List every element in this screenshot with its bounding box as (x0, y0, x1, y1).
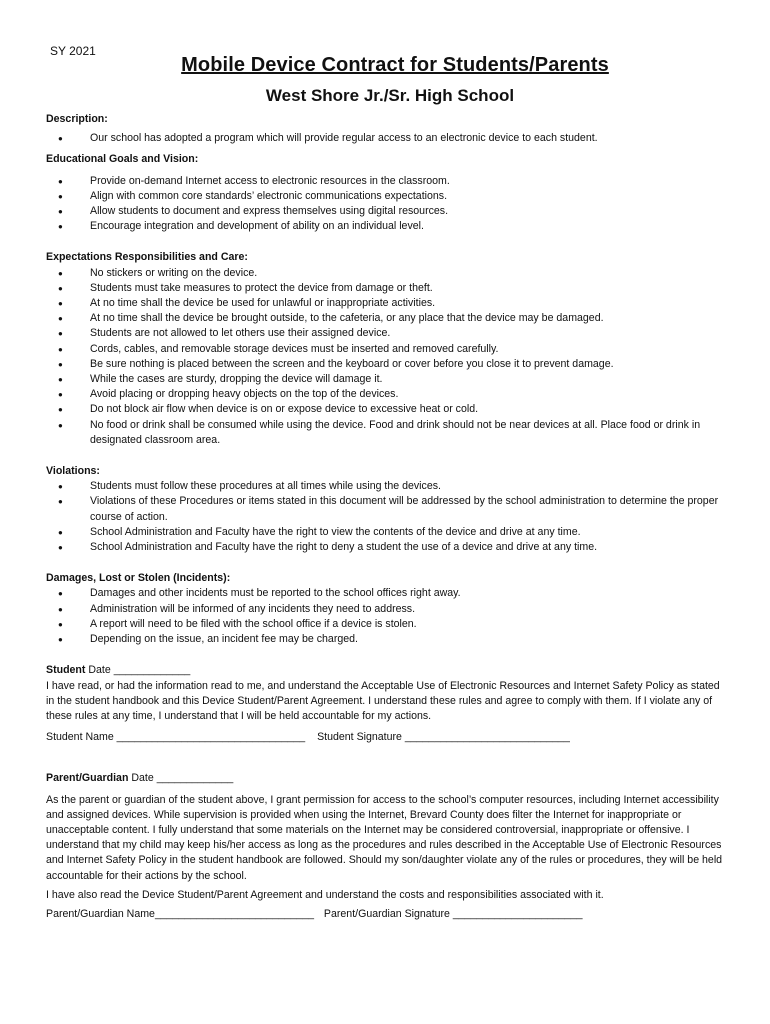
student-statement: I have read, or had the information read to me, and understand the Acceptable Use of Electronic Resources and Internet Safety Policy as stated in the student handbook and this Device Student/Parent Agreement. I understand these rules and agree to comply with them. If I violate any of these rules at any time, I understand that I will be held accountable for my actions. (46, 679, 720, 722)
list-item: ● Administration will be informed of any incidents they need to address. (46, 602, 726, 617)
list-item: ● Encourage integration and development of ability on an individual level. (46, 219, 726, 234)
list-item: ● Allow students to document and express themselves using digital resources. (46, 204, 726, 219)
parent-statement: As the parent or guardian of the student above, I grant permission for access to the school’s computer resources, including Internet accessibility and assigned devices. While supervision is provided when using the Internet, Brevard County does filter the Internet for inappropriate or unacceptable content. I fully understand that some materials on the Internet may be considered controversial, inappropriate or offensive. I understand that my child may keep his/her access as long as the procedures and rules described in the Acceptable Use of Electronic Resources and Internet Safety Policy in the student handbook are followed. Should my son/daughter violate any of the rules or procedures, they will be held accountable for their actions by the school. (46, 793, 723, 882)
list-item: ● Our school has adopted a program which will provide regular access to an electronic device to each student. (46, 131, 726, 146)
student-label: Student (46, 664, 86, 677)
goals-heading: Educational Goals and Vision: (46, 153, 199, 166)
list-item: ● Avoid placing or dropping heavy objects on the top of the devices. (46, 387, 726, 402)
damages-list (46, 586, 726, 647)
parent-signature-field[interactable]: Parent/Guardian Signature ______________________ (323, 907, 583, 920)
expectations-list (46, 266, 726, 448)
list-item: ● Be sure nothing is placed between the screen and the keyboard or cover before you close it to prevent damage. (46, 357, 726, 372)
list-item: ● Damages and other incidents must be reported to the school offices right away. (46, 586, 726, 601)
list-item: ● Students must take measures to protect the device from damage or theft. (46, 281, 726, 296)
violations-heading: Violations: (46, 465, 100, 478)
parent-signature-line (46, 907, 726, 922)
list-item: ● While the cases are sturdy, dropping the device will damage it. (46, 372, 726, 387)
description-list (46, 131, 726, 146)
list-item: ● No food or drink shall be consumed while using the device. Food and drink should not be near devices at all. Place food or drink in designated classroom area. (46, 418, 726, 448)
student-signature-line (46, 730, 726, 745)
goals-list (46, 174, 726, 235)
parent-date-field[interactable]: Date _____________ (131, 772, 234, 785)
list-item: ● At no time shall the device be brought outside, to the cafeteria, or any place that the device may be damaged. (46, 311, 726, 326)
school-name: West Shore Jr./Sr. High School (265, 86, 515, 105)
list-item: ● A report will need to be filed with the school office if a device is stolen. (46, 617, 726, 632)
list-item: ● Align with common core standards’ electronic communications expectations. (46, 189, 726, 204)
list-item: ● At no time shall the device be used for unlawful or inappropriate activities. (46, 296, 726, 311)
student-name-field[interactable]: Student Name ________________________________ (46, 731, 306, 744)
list-item: ● Cords, cables, and removable storage devices must be inserted and removed carefully. (46, 342, 726, 357)
violations-list (46, 479, 726, 555)
parent-name-field[interactable]: Parent/Guardian Name___________________________ (46, 907, 315, 920)
student-signature-field[interactable]: Student Signature ____________________________ (317, 731, 570, 744)
list-item: ● Violations of these Procedures or items stated in this document will be addressed by the school administration to determine the proper course of action. (46, 494, 726, 524)
school-year: SY 2021 (50, 44, 96, 58)
student-date-field[interactable]: Date _____________ (88, 664, 191, 677)
list-item: ● No stickers or writing on the device. (46, 266, 726, 281)
list-item: ● Provide on-demand Internet access to electronic resources in the classroom. (46, 174, 726, 189)
parent-label: Parent/Guardian (46, 772, 129, 785)
list-item: ● School Administration and Faculty have the right to view the contents of the device and drive at any time. (46, 525, 726, 540)
list-item: ● School Administration and Faculty have the right to deny a student the use of a device and drive at any time. (46, 540, 726, 555)
description-heading: Description: (46, 113, 108, 125)
document-title: Mobile Device Contract for Students/Parents (181, 54, 609, 76)
list-item: ● Do not block air flow when device is on or expose device to excessive heat or cold. (46, 402, 726, 417)
list-item: ● Students are not allowed to let others use their assigned device. (46, 326, 726, 341)
list-item: ● Students must follow these procedures at all times while using the devices. (46, 479, 726, 494)
parent-date-line (46, 771, 726, 786)
contract-body (46, 112, 726, 922)
student-date-line (46, 663, 726, 678)
damages-heading: Damages, Lost or Stolen (Incidents): (46, 572, 231, 585)
parent-statement-2: I have also read the Device Student/Parent Agreement and understand the costs and responsibilities associated with it. (46, 888, 604, 901)
list-item: ● Depending on the issue, an incident fee may be charged. (46, 632, 726, 647)
expectations-heading: Expectations Responsibilities and Care: (46, 251, 248, 264)
